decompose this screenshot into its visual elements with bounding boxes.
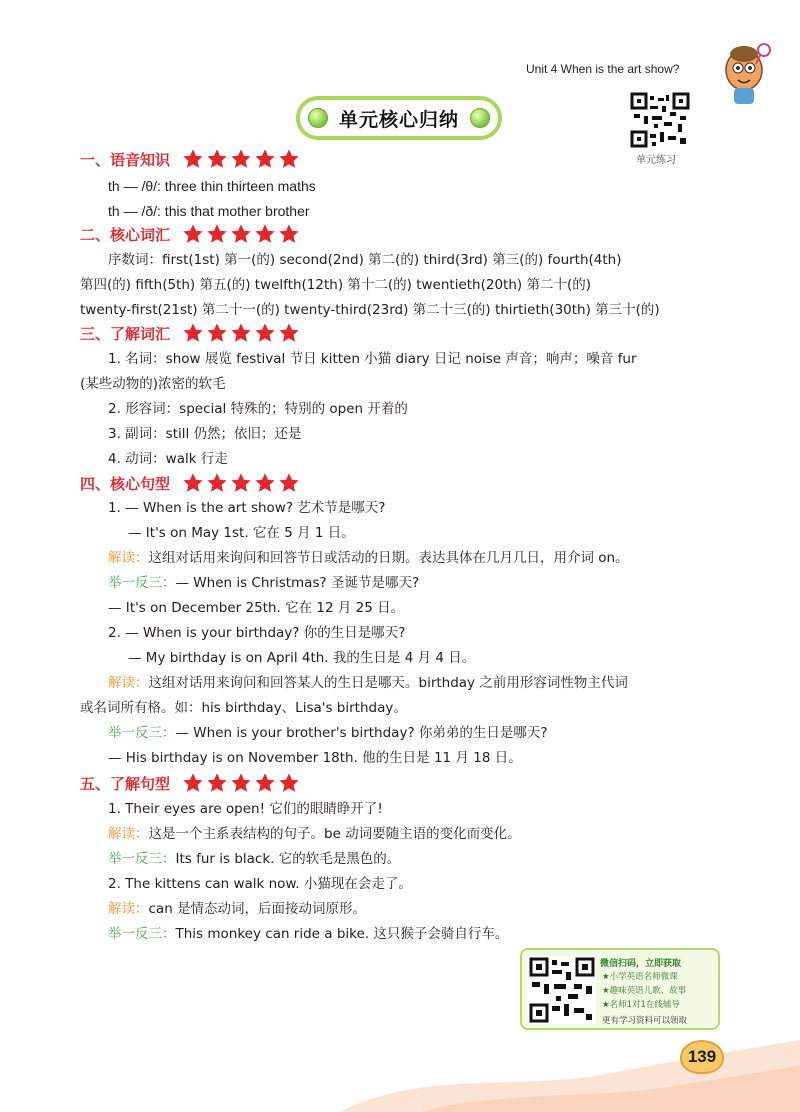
qr-label: 单元练习 [636, 155, 676, 166]
star-icon [206, 322, 228, 344]
section-heading [80, 148, 302, 170]
text-line: 1. — When is the art show? 艺术节是哪天? [108, 500, 386, 516]
star-icon [230, 322, 252, 344]
rating-stars [182, 472, 302, 494]
text-line: (某些动物的)浓密的软毛 [80, 376, 226, 392]
text-line: — My birthday is on April 4th. 我的生日是 4 月 4 日。 [128, 650, 476, 666]
rating-stars [182, 772, 302, 794]
star-icon [278, 472, 300, 494]
section-title: 二、核心词汇 [80, 225, 171, 244]
example-label: 举一反三： [108, 725, 176, 741]
text-line: th — /ð/: this that mother brother [108, 203, 310, 219]
text-line: — His birthday is on November 18th. 他的生日是 11 月 18 日。 [108, 750, 522, 766]
explain-text: can 是情态动词，后面接动词原形。 [148, 901, 367, 917]
star-icon [206, 148, 228, 170]
example-text: This monkey can ride a bike. 这只猴子会骑自行车。 [175, 926, 509, 942]
section-title: 一、语音知识 [80, 150, 171, 169]
page-number: 139 [680, 1040, 724, 1074]
section-heading [80, 322, 302, 344]
text-line: 4. 动词：walk 行走 [108, 451, 228, 467]
example-text: — When is Christmas? 圣诞节是哪天? [175, 575, 420, 591]
green-dot-icon [470, 108, 490, 128]
green-dot-icon [308, 108, 328, 128]
star-icon [182, 772, 204, 794]
example-text: — When is your brother's birthday? 你弟弟的生日是哪天? [175, 725, 548, 741]
star-icon [182, 223, 204, 245]
explain-label: 解读： [108, 901, 149, 917]
page-title-banner [296, 96, 502, 140]
star-icon [230, 472, 252, 494]
bottom-wave-decoration [0, 1030, 800, 1112]
section-title: 三、了解词汇 [80, 324, 171, 343]
explain-label: 解读： [108, 675, 149, 691]
section-heading [80, 772, 302, 794]
text-line: 2. The kittens can walk now. 小猫现在会走了。 [108, 876, 412, 892]
explain-text: 这是一个主系表结构的句子。be 动词要随主语的变化而变化。 [148, 826, 521, 842]
promo-item: ★名师1对1在线辅导 [602, 1000, 680, 1010]
star-icon [278, 223, 300, 245]
example-line [108, 850, 400, 868]
explain-line [108, 825, 521, 843]
explain-label: 解读： [108, 550, 149, 566]
page-title: 单元核心归纳 [338, 108, 459, 131]
text-line: 序数词：first(1st) 第一(的) second(2nd) 第二(的) third(3rd) 第三(的) fourth(4th) [108, 252, 622, 268]
unit-header: Unit 4 When is the art show? [526, 62, 680, 76]
qr-code-icon[interactable] [528, 956, 596, 1024]
explain-line [108, 549, 629, 567]
text-line: twenty-first(21st) 第二十一(的) twenty-third(23rd) 第二十三(的) thirtieth(30th) 第三十(的) [80, 302, 660, 318]
explain-text: 这组对话用来询问和回答某人的生日是哪天。birthday 之前用形容词性物主代词 [148, 675, 628, 691]
example-label: 举一反三： [108, 926, 176, 942]
star-icon [254, 223, 276, 245]
text-line: 1. Their eyes are open! 它们的眼睛睁开了! [108, 801, 383, 817]
star-icon [182, 322, 204, 344]
example-label: 举一反三： [108, 575, 176, 591]
text-line: 或名词所有格。如：his birthday、Lisa's birthday。 [80, 700, 407, 716]
section-title: 五、了解句型 [80, 774, 171, 793]
mascot-icon [716, 40, 772, 106]
example-line [108, 574, 419, 592]
example-text: Its fur is black. 它的软毛是黑色的。 [175, 851, 401, 867]
star-icon [254, 148, 276, 170]
promo-item: ★小学英语名师微课 [602, 972, 678, 982]
text-line: 3. 副词：still 仍然；依旧；还是 [108, 426, 302, 442]
text-line: th — /θ/: three thin thirteen maths [108, 178, 316, 194]
example-line [108, 724, 548, 742]
section-title: 四、核心句型 [80, 474, 171, 493]
promo-item: ★趣味英语儿歌、故事 [602, 986, 687, 996]
text-line: 2. 形容词：special 特殊的；特别的 open 开着的 [108, 401, 408, 417]
example-line [108, 925, 508, 943]
rating-stars [182, 322, 302, 344]
promo-box[interactable] [520, 948, 720, 1030]
rating-stars [182, 148, 302, 170]
explain-text: 这组对话用来询问和回答节日或活动的日期。表达具体在几月几日，用介词 on。 [148, 550, 629, 566]
star-icon [230, 148, 252, 170]
text-line: 2. — When is your birthday? 你的生日是哪天? [108, 625, 406, 641]
example-label: 举一反三： [108, 851, 176, 867]
star-icon [230, 772, 252, 794]
text-line: 第四(的) fifth(5th) 第五(的) twelfth(12th) 第十二(的) twentieth(20th) 第二十(的) [80, 277, 591, 293]
section-heading [80, 223, 302, 245]
star-icon [254, 472, 276, 494]
star-icon [230, 223, 252, 245]
text-line: 1. 名词：show 展览 festival 节日 kitten 小猫 diary 日记 noise 声音；响声；噪音 fur [108, 351, 637, 367]
text-line: — It's on May 1st. 它在 5 月 1 日。 [128, 525, 355, 541]
star-icon [278, 322, 300, 344]
star-icon [206, 772, 228, 794]
promo-footer: 更有学习资料可以领取 [602, 1016, 688, 1026]
rating-stars [182, 223, 302, 245]
star-icon [254, 772, 276, 794]
promo-title: 微信扫码，立即获取 [600, 959, 682, 969]
section-heading [80, 472, 302, 494]
star-icon [254, 322, 276, 344]
qr-code-icon[interactable] [630, 92, 690, 148]
star-icon [206, 472, 228, 494]
star-icon [278, 772, 300, 794]
star-icon [206, 223, 228, 245]
star-icon [278, 148, 300, 170]
explain-label: 解读： [108, 826, 149, 842]
explain-line [108, 674, 628, 692]
explain-line [108, 900, 366, 918]
text-line: — It's on December 25th. 它在 12 月 25 日。 [108, 600, 405, 616]
star-icon [182, 472, 204, 494]
star-icon [182, 148, 204, 170]
